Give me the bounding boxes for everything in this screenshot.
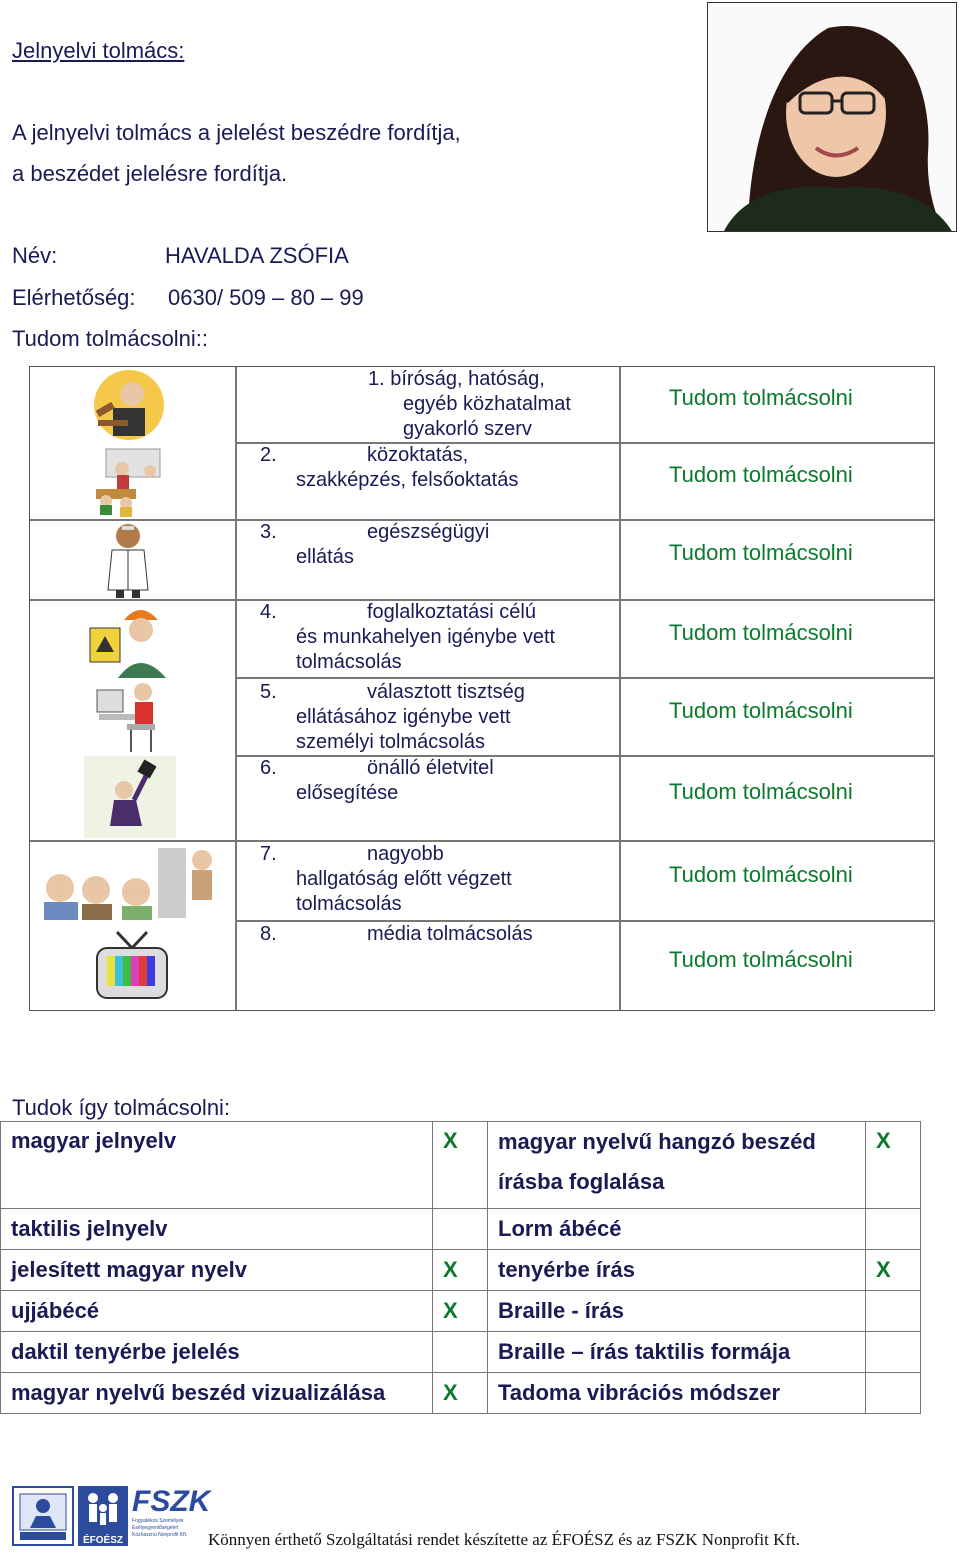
classroom-icon [92, 447, 172, 517]
method-left-check: X [433, 1373, 488, 1414]
area-3-status: Tudom tolmácsolni [669, 540, 853, 565]
table-row [1, 1122, 921, 1209]
computer-user-icon [95, 680, 163, 754]
area-text: önálló életvitel [367, 757, 494, 779]
area-text: gyakorló szerv [403, 418, 532, 440]
area-6 [260, 756, 494, 806]
area-7-status: Tudom tolmácsolni [669, 862, 853, 887]
area-number: 6. [260, 757, 277, 779]
area-6-status: Tudom tolmácsolni [669, 779, 853, 804]
area-number: 4. [260, 601, 277, 623]
method-left-check: X [433, 1291, 488, 1332]
independent-living-icon [84, 756, 176, 838]
area-text: és munkahelyen igénybe vett [296, 626, 556, 648]
area-number: 3. [260, 521, 277, 543]
fszk-logo-subtitle: Fogyatékos Személyek Esélyegyenlőségéért Közhasznú Nonprofit Kft. [132, 1518, 188, 1538]
efoesz-figures-icon [78, 1486, 128, 1530]
area-text: nagyobb [367, 843, 444, 865]
description-line-1: A jelnyelvi tolmács a jelelést beszédre fordítja, [12, 120, 461, 145]
table-row [1, 1291, 921, 1332]
area-text: egészségügyi [367, 521, 490, 543]
method-left-check: X [433, 1122, 488, 1209]
method-right-line: magyar nyelvű hangzó beszéd [498, 1129, 816, 1154]
fszk-logo-text: FSZK [132, 1485, 211, 1518]
table-row [1, 1332, 921, 1373]
method-right: Braille – írás taktilis formája [488, 1332, 866, 1373]
area-number: 7. [260, 843, 277, 865]
area-number: 2. [260, 444, 277, 466]
method-right-check [866, 1209, 921, 1250]
methods-heading: Tudok így tolmácsolni: [12, 1095, 231, 1120]
method-left: ujjábécé [1, 1291, 433, 1332]
method-left: jelesített magyar nyelv [1, 1250, 433, 1291]
method-left: magyar jelnyelv [1, 1122, 433, 1209]
area-text: szakképzés, felsőoktatás [296, 469, 519, 491]
area-8-status: Tudom tolmácsolni [669, 947, 853, 972]
area-text: foglalkoztatási célú [367, 601, 536, 623]
footer-text: Könnyen érthető Szolgáltatási rendet készítette az ÉFOÉSZ és az FSZK Nonprofit Kft. [208, 1530, 801, 1549]
method-left: magyar nyelvű beszéd vizualizálása [1, 1373, 433, 1414]
method-right: Braille - írás [488, 1291, 866, 1332]
area-2 [260, 443, 518, 493]
worker-icon [88, 600, 170, 678]
method-left-check: X [433, 1250, 488, 1291]
method-right-check [866, 1332, 921, 1373]
tv-icon [95, 928, 169, 1002]
name-label: Név: [12, 243, 58, 268]
method-right: tenyérbe írás [488, 1250, 866, 1291]
method-left-check [433, 1332, 488, 1373]
area-1-status: Tudom tolmácsolni [669, 385, 853, 410]
area-4 [260, 600, 555, 675]
area-5-status: Tudom tolmácsolni [669, 698, 853, 723]
area-1 [368, 367, 571, 442]
table-row [1, 1373, 921, 1414]
method-right-check [866, 1291, 921, 1332]
area-8 [260, 922, 533, 947]
contact-label: Elérhetőség: [12, 285, 136, 310]
interpreter-photo [707, 2, 957, 232]
area-5 [260, 680, 525, 755]
name-value: HAVALDA ZSÓFIA [165, 243, 349, 268]
area-text: elősegítése [296, 782, 399, 804]
area-number: 5. [260, 681, 277, 703]
efoesz-logo-text: ÉFOÉSZ [82, 1535, 123, 1546]
table-row [1, 1209, 921, 1250]
methods-table [0, 1121, 921, 1414]
fszk-logo [132, 1485, 211, 1546]
area-text: ellátásához igénybe vett [296, 706, 511, 728]
area-number: 8. [260, 923, 277, 945]
area-text: hallgatóság előtt végzett [296, 868, 512, 890]
area-3 [260, 520, 489, 570]
area-text: egyéb közhatalmat [403, 393, 571, 415]
audience-icon [40, 842, 218, 922]
area-text: közoktatás, [367, 444, 469, 466]
method-right [488, 1122, 866, 1209]
area-7 [260, 842, 512, 917]
area-2-status: Tudom tolmácsolni [669, 462, 853, 487]
method-right-line: írásba foglalása [498, 1169, 665, 1194]
area-text: személyi tolmácsolás [296, 731, 485, 753]
area-text: bíróság, hatóság, [390, 368, 545, 390]
area-text: tolmácsolás [296, 893, 402, 915]
doctor-icon [100, 520, 156, 598]
method-left: taktilis jelnyelv [1, 1209, 433, 1250]
area-text: választott tisztség [367, 681, 525, 703]
method-right: Tadoma vibrációs módszer [488, 1373, 866, 1414]
page-title: Jelnyelvi tolmács: [12, 38, 185, 63]
method-right: Lorm ábécé [488, 1209, 866, 1250]
table-row [1, 1250, 921, 1291]
area-text: ellátás [296, 546, 354, 568]
method-right-check: X [866, 1250, 921, 1291]
method-left-check [433, 1209, 488, 1250]
contact-value: 0630/ 509 – 80 – 99 [168, 285, 364, 310]
method-left: daktil tenyérbe jelelés [1, 1332, 433, 1373]
area-text: média tolmácsolás [367, 923, 533, 945]
easy-read-logo-icon [12, 1486, 74, 1546]
area-number: 1. [368, 368, 385, 390]
area-text: tolmácsolás [296, 651, 402, 673]
can-interpret-heading: Tudom tolmácsolni:: [12, 326, 209, 351]
method-right-check: X [866, 1122, 921, 1209]
judge-icon [88, 368, 170, 442]
area-4-status: Tudom tolmácsolni [669, 620, 853, 645]
efoesz-logo [78, 1486, 128, 1546]
method-right-check [866, 1373, 921, 1414]
description-line-2: a beszédet jelelésre fordítja. [12, 161, 288, 186]
